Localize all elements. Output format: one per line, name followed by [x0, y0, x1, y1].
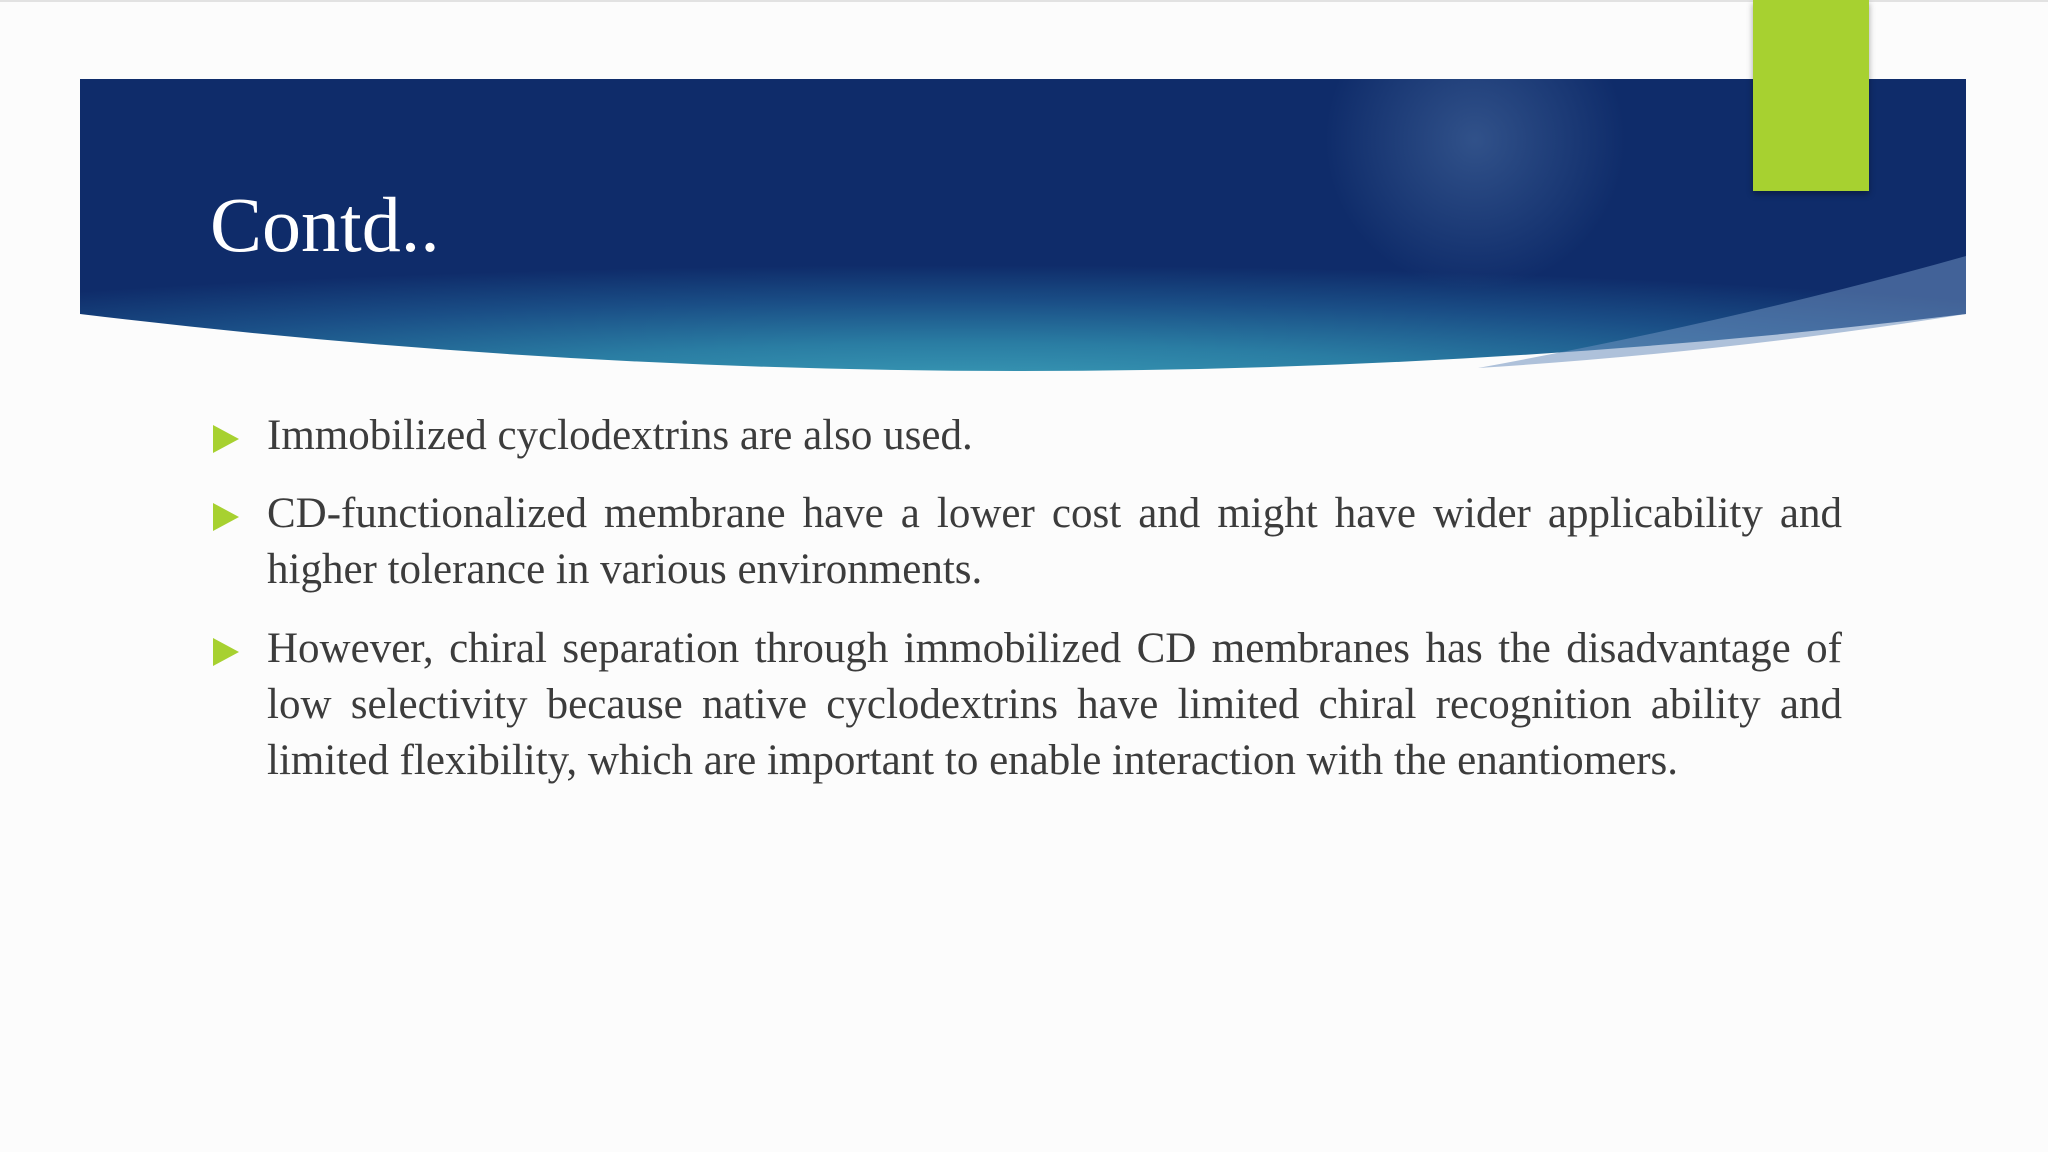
- bullet-text: Immobilized cyclodextrins are also used.: [267, 412, 973, 459]
- triangle-bullet-icon: [213, 425, 239, 453]
- triangle-bullet-icon: [213, 638, 239, 666]
- slide-title: Contd..: [210, 181, 440, 268]
- bullet-text: However, chiral separation through immobilized CD membranes has the disadvantage of low selectivity because native cyclodextrins have limited chiral recognition ability and limited flexibility, which are important to enable interaction with the enantiomers.: [267, 625, 1842, 784]
- bullet-text: CD-functionalized membrane have a lower cost and might have wider applicability and higher tolerance in various environments.: [267, 490, 1842, 593]
- triangle-bullet-icon: [213, 503, 239, 531]
- accent-tab: [1753, 0, 1869, 191]
